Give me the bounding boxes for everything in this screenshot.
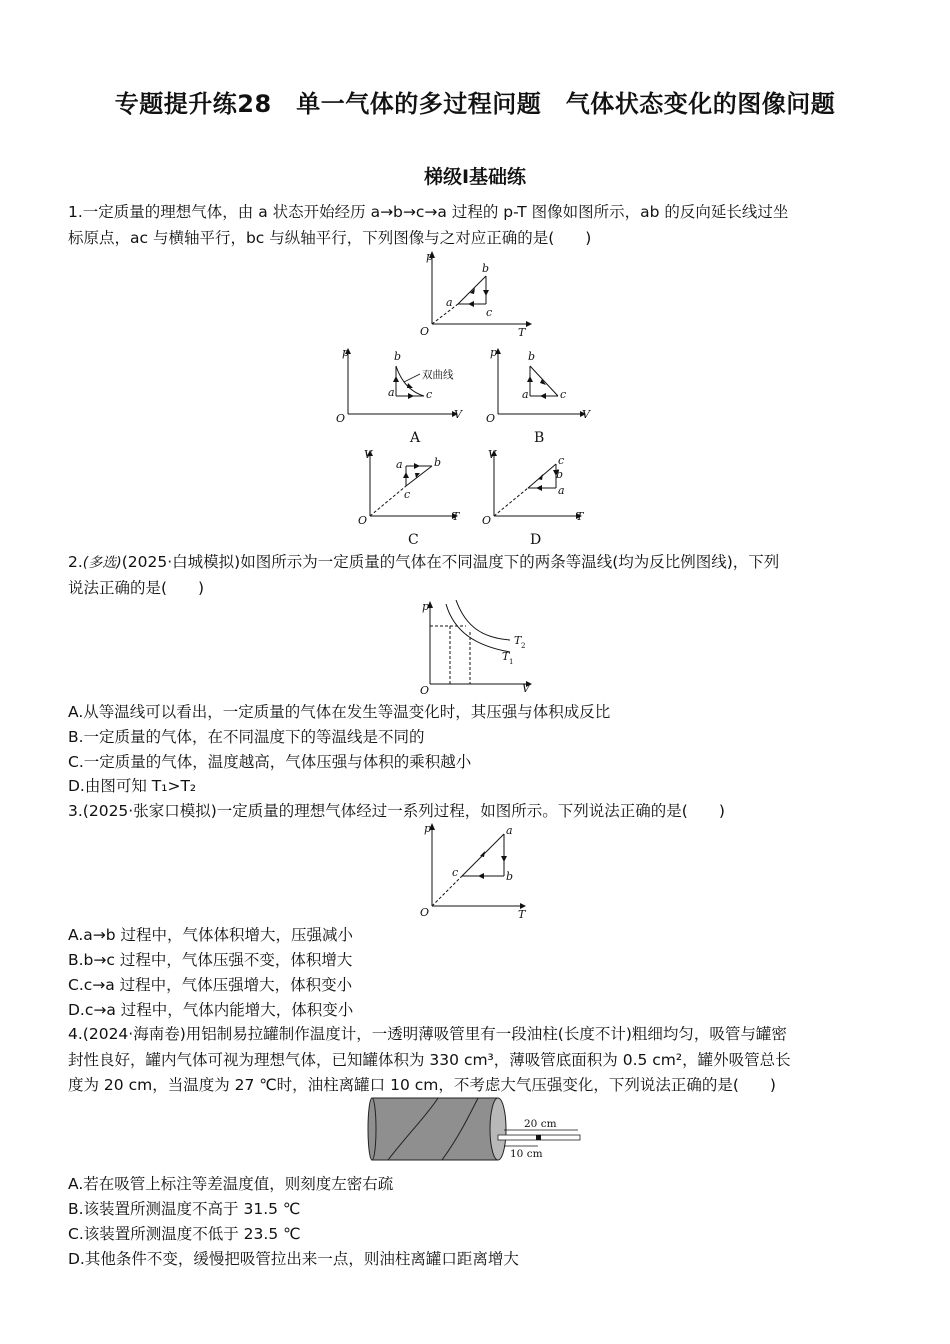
q2-option-a[interactable]: A.从等温线可以看出，一定质量的气体在发生等温变化时，其压强与体积成反比 (68, 703, 611, 721)
q3-option-c[interactable]: C.c→a 过程中，气体压强增大，体积变小 (68, 976, 353, 994)
q4-stem-line2: 封性良好，罐内气体可视为理想气体，已知罐体积为 330 cm³，薄吸管底面积为 0.5 cm²，罐外吸管总长 (68, 1051, 791, 1069)
svg-text:c: c (558, 454, 565, 467)
page-title: 专题提升练28 单一气体的多过程问题 气体状态变化的图像问题 (114, 90, 836, 118)
svg-text:c: c (426, 388, 433, 401)
svg-text:a: a (396, 458, 403, 471)
q3-pT-graph (418, 820, 534, 920)
svg-text:V: V (582, 408, 590, 421)
q2-isotherm-graph (418, 598, 540, 696)
svg-text:p: p (342, 346, 350, 359)
q2-option-b[interactable]: B.一定质量的气体，在不同温度下的等温线是不同的 (68, 728, 425, 746)
svg-text:T: T (502, 650, 510, 663)
axis-p-label: p (426, 250, 434, 263)
svg-text:p: p (424, 822, 432, 835)
length-10cm-label: 10 cm (510, 1148, 543, 1160)
svg-text:T: T (518, 908, 526, 921)
q1-stem-line1: 1.一定质量的理想气体，由 a 状态开始经历 a→b→c→a 过程的 p-T 图像如图所示，ab 的反向延长线过坐 (68, 203, 789, 221)
svg-text:b: b (394, 350, 402, 363)
q4-stem-line3: 度为 20 cm，当温度为 27 ℃时，油柱离罐口 10 cm，不考虑大气压强变化，下列说法正确的是( ) (68, 1076, 776, 1094)
q1-option-d-graph (480, 448, 590, 548)
svg-text:O: O (420, 906, 430, 919)
option-a-caption: A (410, 430, 421, 446)
q3-option-d[interactable]: D.c→a 过程中，气体内能增大，体积变小 (68, 1001, 354, 1019)
option-c-caption: C (408, 532, 419, 548)
q4-option-b[interactable]: B.该装置所测温度不高于 31.5 ℃ (68, 1200, 301, 1218)
q2-option-c[interactable]: C.一定质量的气体，温度越高，气体压强与体积的乘积越小 (68, 753, 472, 771)
svg-text:2: 2 (521, 642, 526, 650)
q3-option-b[interactable]: B.b→c 过程中，气体压强不变，体积增大 (68, 951, 353, 969)
q3-option-a[interactable]: A.a→b 过程中，气体体积增大，压强减小 (68, 926, 354, 944)
svg-text:a: a (558, 484, 565, 497)
q2-stem-line2: 说法正确的是( ) (68, 579, 205, 597)
svg-text:c: c (404, 488, 411, 501)
svg-text:p: p (490, 346, 498, 359)
q1-option-b-graph (488, 346, 592, 450)
svg-text:O: O (482, 514, 492, 527)
q4-can-thermometer-figure (368, 1094, 584, 1166)
q4-option-a[interactable]: A.若在吸管上标注等差温度值，则刻度左密右疏 (68, 1175, 394, 1193)
svg-text:b: b (434, 456, 442, 469)
svg-text:O: O (420, 684, 430, 697)
svg-text:V: V (454, 408, 462, 421)
option-d-caption: D (530, 532, 542, 548)
q1-option-a-graph (334, 346, 464, 450)
q1-stem-line2: 标原点，ac 与横轴平行，bc 与纵轴平行，下列图像与之对应正确的是( ) (68, 229, 592, 247)
svg-text:b: b (528, 350, 536, 363)
section-heading: 梯级Ⅰ基础练 (423, 166, 527, 188)
q1-main-pT-graph (418, 248, 534, 339)
svg-text:T: T (452, 510, 460, 523)
q4-option-c[interactable]: C.该装置所测温度不低于 23.5 ℃ (68, 1225, 301, 1243)
svg-text:a: a (446, 296, 453, 309)
svg-text:b: b (482, 262, 490, 275)
svg-text:c: c (452, 866, 459, 879)
origin-label: O (420, 325, 430, 338)
svg-text:a: a (522, 388, 529, 401)
svg-text:V: V (488, 448, 496, 461)
svg-text:c: c (560, 388, 567, 401)
q4-stem-line1: 4.(2024·海南卷)用铝制易拉罐制作温度计，一透明薄吸管里有一段油柱(长度不计)粗细均匀，吸管与罐密 (68, 1025, 787, 1043)
svg-text:O: O (358, 514, 368, 527)
svg-text:T: T (514, 634, 522, 647)
svg-text:O: O (336, 412, 346, 425)
q3-stem: 3.(2025·张家口模拟)一定质量的理想气体经过一系列过程，如图所示。下列说法正确的是( ) (68, 802, 725, 820)
q2-option-d[interactable]: D.由图可知 T₁>T₂ (68, 777, 197, 795)
svg-text:b: b (556, 468, 564, 481)
svg-text:a: a (506, 824, 513, 837)
svg-text:V: V (522, 682, 530, 695)
option-b-caption: B (534, 430, 545, 446)
q2-stem-line1: 2.(多选)(2025·白城模拟)如图所示为一定质量的气体在不同温度下的两条等温线(均为反比例图线)，下列 (68, 553, 780, 571)
axis-T-label: T (518, 326, 526, 339)
svg-text:V: V (364, 448, 372, 461)
svg-text:O: O (486, 412, 496, 425)
svg-text:1: 1 (509, 658, 514, 666)
q1-option-c-graph (356, 448, 466, 548)
svg-text:p: p (422, 600, 430, 613)
length-20cm-label: 20 cm (524, 1118, 557, 1130)
q4-option-d[interactable]: D.其他条件不变，缓慢把吸管拉出来一点，则油柱离罐口距离增大 (68, 1250, 519, 1268)
hyperbola-label: 双曲线 (422, 369, 454, 381)
svg-text:c: c (486, 306, 493, 319)
svg-text:a: a (388, 386, 395, 399)
svg-text:b: b (506, 870, 514, 883)
svg-text:T: T (576, 510, 584, 523)
